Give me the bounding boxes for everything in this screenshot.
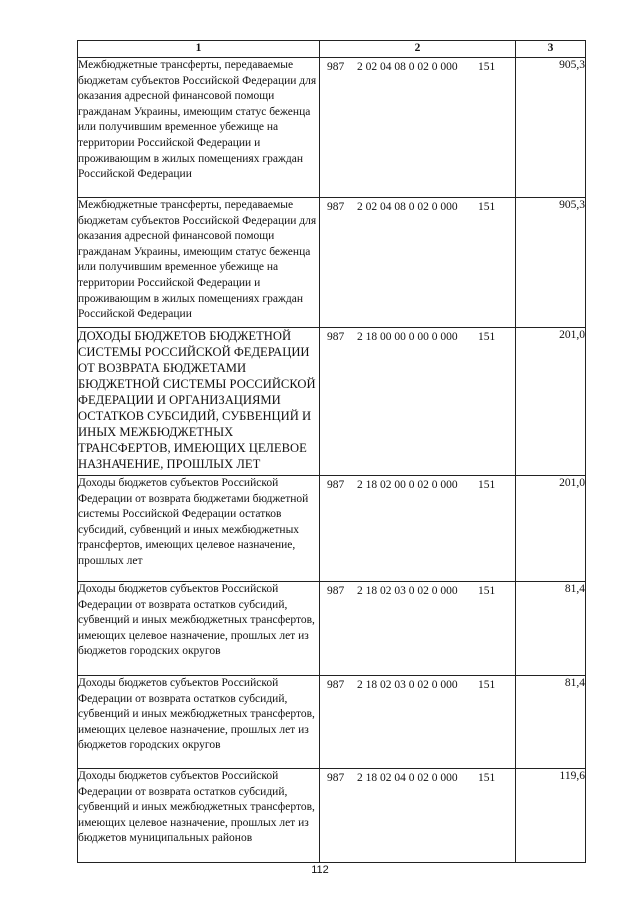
budget-classification-code: 2 02 04 08 0 02 0 000 <box>357 201 458 213</box>
amount-cell: 81,4 <box>516 676 586 769</box>
income-name-cell: Межбюджетные трансферты, передаваемые бюджетам субъектов Российской Федерации для оказания адресной финансовой помощи гражданам Украины, имеющим статус беженца или получившим временное убежище на территории Российской Федерации и проживающим в жилых помещениях граждан Российской Федерации <box>78 58 320 198</box>
budget-classification-code: 2 18 02 03 0 02 0 000 <box>357 585 458 597</box>
code-cell <box>320 328 516 476</box>
income-name-cell: Доходы бюджетов субъектов Российской Федерации от возврата остатков субсидий, субвенций и иных межбюджетных трансфертов, имеющих целевое назначение, прошлых лет из бюджетов муниципальных районов <box>78 769 320 863</box>
economic-classification-code: 151 <box>478 331 496 343</box>
income-name-cell: Доходы бюджетов субъектов Российской Федерации от возврата остатков субсидий, субвенций и иных межбюджетных трансфертов, имеющих целевое назначение, прошлых лет из бюджетов городских округов <box>78 676 320 769</box>
economic-classification-code: 151 <box>478 772 496 784</box>
budget-classification-code: 2 18 00 00 0 00 0 000 <box>357 331 458 343</box>
code-cell <box>320 58 516 198</box>
economic-classification-code: 151 <box>478 585 496 597</box>
admin-code: 987 <box>327 201 345 213</box>
table-row <box>78 769 586 863</box>
column-header-3: 3 <box>516 41 586 58</box>
economic-classification-code: 151 <box>478 679 496 691</box>
admin-code: 987 <box>327 61 345 73</box>
admin-code: 987 <box>327 679 345 691</box>
admin-code: 987 <box>327 772 345 784</box>
income-name-cell: ДОХОДЫ БЮДЖЕТОВ БЮДЖЕТНОЙ СИСТЕМЫ РОССИЙСКОЙ ФЕДЕРАЦИИ ОТ ВОЗВРАТА БЮДЖЕТАМИ БЮДЖЕТНОЙ СИСТЕМЫ РОССИЙСКОЙ ФЕДЕРАЦИИ И ОРГАНИЗАЦИЯМИ ОСТАТКОВ СУБСИДИЙ, СУБВЕНЦИЙ И ИНЫХ МЕЖБЮДЖЕТНЫХ ТРАНСФЕРТОВ, ИМЕЮЩИХ ЦЕЛЕВОЕ НАЗНАЧЕНИЕ, ПРОШЛЫХ ЛЕТ <box>78 328 320 476</box>
amount-cell: 81,4 <box>516 582 586 676</box>
table-row <box>78 328 586 476</box>
code-cell <box>320 769 516 863</box>
budget-classification-code: 2 18 02 04 0 02 0 000 <box>357 772 458 784</box>
amount-cell: 905,3 <box>516 58 586 198</box>
table-row <box>78 58 586 198</box>
table-row <box>78 198 586 328</box>
budget-classification-code: 2 18 02 00 0 02 0 000 <box>357 479 458 491</box>
amount-cell: 119,6 <box>516 769 586 863</box>
code-cell <box>320 476 516 582</box>
code-cell <box>320 676 516 769</box>
economic-classification-code: 151 <box>478 61 496 73</box>
income-name-cell: Доходы бюджетов субъектов Российской Федерации от возврата остатков субсидий, субвенций и иных межбюджетных трансфертов, имеющих целевое назначение, прошлых лет из бюджетов городских округов <box>78 582 320 676</box>
income-name-cell: Межбюджетные трансферты, передаваемые бюджетам субъектов Российской Федерации для оказания адресной финансовой помощи гражданам Украины, имеющим статус беженца или получившим временное убежище на территории Российской Федерации и проживающим в жилых помещениях граждан Российской Федерации <box>78 198 320 328</box>
table-row <box>78 676 586 769</box>
column-header-2: 2 <box>320 41 516 58</box>
amount-cell: 905,3 <box>516 198 586 328</box>
code-cell <box>320 582 516 676</box>
budget-table <box>77 40 586 863</box>
budget-classification-code: 2 02 04 08 0 02 0 000 <box>357 61 458 73</box>
income-name-cell: Доходы бюджетов субъектов Российской Федерации от возврата бюджетами бюджетной системы Российской Федерации остатков субсидий, субвенций и иных межбюджетных трансфертов, имеющих целевое назначение, прошлых лет <box>78 476 320 582</box>
table-row <box>78 476 586 582</box>
header-row <box>78 41 586 58</box>
amount-cell: 201,0 <box>516 476 586 582</box>
admin-code: 987 <box>327 585 345 597</box>
economic-classification-code: 151 <box>478 479 496 491</box>
admin-code: 987 <box>327 331 345 343</box>
budget-classification-code: 2 18 02 03 0 02 0 000 <box>357 679 458 691</box>
admin-code: 987 <box>327 479 345 491</box>
page-number: 112 <box>311 864 329 876</box>
economic-classification-code: 151 <box>478 201 496 213</box>
code-cell <box>320 198 516 328</box>
amount-cell: 201,0 <box>516 328 586 476</box>
column-header-1: 1 <box>78 41 320 58</box>
table-row <box>78 582 586 676</box>
